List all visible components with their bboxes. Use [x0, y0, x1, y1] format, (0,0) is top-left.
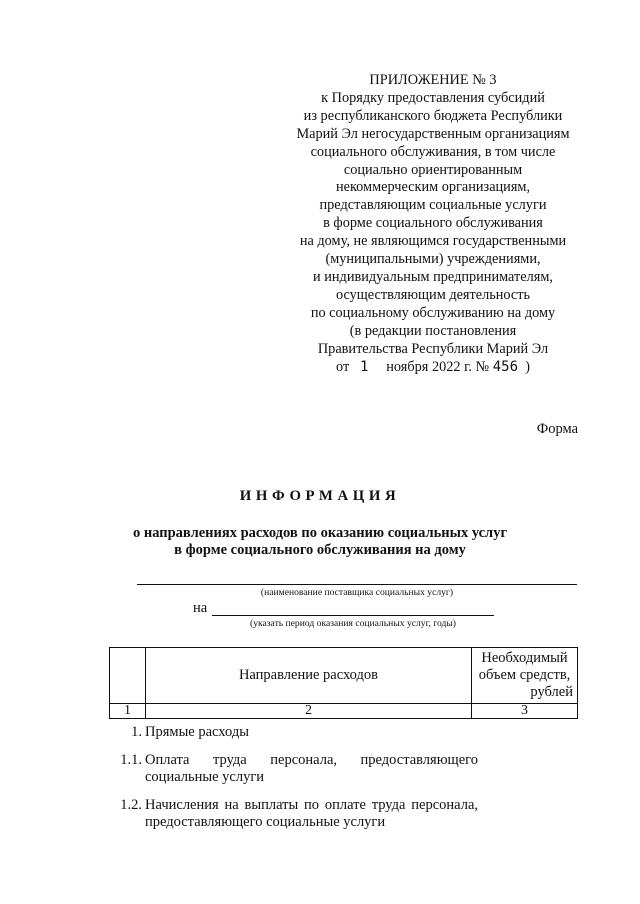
header-amount-line: рублей: [530, 684, 573, 700]
appendix-line: Правительства Республики Марий Эл: [317, 340, 549, 357]
expense-items-list: [109, 724, 478, 842]
appendix-line: социального обслуживания, в том числе: [310, 143, 556, 160]
header-amount-line: объем средств,: [478, 667, 571, 683]
appendix-line: (в редакции постановления: [349, 322, 517, 339]
appendix-line: некоммерческим организациям,: [335, 179, 531, 196]
subtitle-line: в форме социального обслуживания на дому: [174, 542, 466, 558]
appendix-line: к Порядку предоставления субсидий: [321, 89, 545, 106]
column-number-row: [110, 704, 578, 719]
expenses-table: [109, 647, 578, 719]
item-text: Прямые расходы: [145, 724, 249, 740]
header-direction-cell: Направление расходов: [145, 648, 471, 704]
appendix-line: и индивидуальным предпринимателям,: [313, 268, 553, 285]
appendix-line: из республиканского бюджета Республики: [303, 107, 563, 124]
appendix-line: в форме социального обслуживания: [323, 215, 543, 232]
resolution-date-line: [268, 359, 598, 377]
list-item: [109, 752, 478, 787]
list-item: [109, 724, 478, 742]
appendix-line: на дому, не являющимся государственными: [299, 233, 567, 250]
appendix-line: представляющим социальные услуги: [319, 197, 547, 214]
header-number-cell: [110, 648, 146, 704]
resolution-number: 456: [492, 358, 519, 375]
header-amount-line: Необходимый: [481, 650, 568, 666]
document-subtitle: [0, 525, 640, 559]
appendix-line: осуществляющим деятельность: [335, 286, 531, 303]
appendix-header: [268, 72, 598, 376]
item-number: 1.2.: [120, 796, 142, 813]
column-number: 3: [472, 704, 578, 719]
column-number: 2: [145, 704, 471, 719]
period-line[interactable]: [212, 615, 494, 616]
subtitle-line: о направлениях расходов по оказанию социальных услуг: [132, 525, 508, 541]
document-title: ИНФОРМАЦИЯ: [239, 488, 401, 504]
item-number: 1.: [131, 724, 142, 740]
provider-caption: (наименование поставщика социальных услуг): [260, 587, 454, 598]
period-prefix: на: [193, 600, 208, 616]
period-caption: (указать период оказания социальных услуг, годы): [250, 618, 456, 629]
date-day: 1: [359, 358, 369, 375]
appendix-line: ПРИЛОЖЕНИЕ № 3: [369, 72, 497, 88]
appendix-line: по социальному обслуживанию на дому: [310, 304, 556, 321]
item-number: 1.1.: [120, 751, 142, 768]
list-item: [109, 797, 478, 832]
date-mid: ноября 2022 г. №: [386, 358, 490, 375]
date-suffix: ): [525, 358, 530, 375]
table-header-row: [110, 648, 578, 704]
provider-name-line[interactable]: [137, 584, 577, 585]
header-amount-cell: [472, 648, 578, 704]
item-text: Начисления на выплаты по оплате труда персонала, предоставляющего социальные услуги: [145, 796, 478, 830]
item-text: Оплата труда персонала, предоставляющего социальные услуги: [145, 751, 478, 785]
appendix-line: (муниципальными) учреждениями,: [325, 251, 541, 268]
appendix-line: социально ориентированным: [343, 161, 523, 178]
form-label: Форма: [536, 421, 578, 437]
appendix-line: Марий Эл негосударственным организациям: [296, 125, 570, 142]
column-number: 1: [110, 704, 146, 719]
date-prefix: от: [336, 358, 350, 375]
